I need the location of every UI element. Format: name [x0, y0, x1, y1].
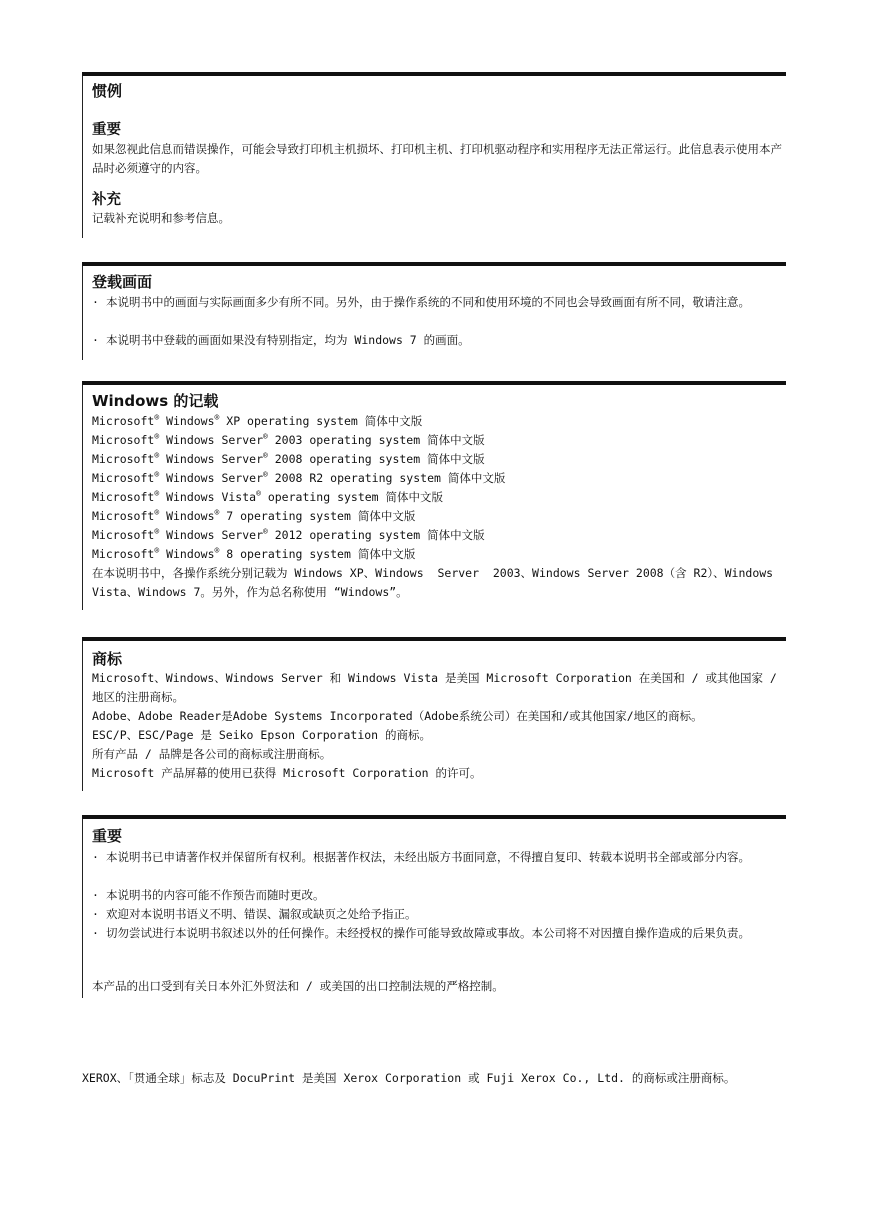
list-item-text: 欢迎对本说明书语义不明、错误、漏叙或缺页之处给予指正。 [106, 907, 417, 921]
section-title: 登载画面 [92, 273, 153, 291]
important-section [82, 815, 786, 998]
trademark-line: Microsoft 产品屏幕的使用已获得 Microsoft Corporation 的许可。 [92, 766, 482, 780]
export-control-note: 本产品的出口受到有关日本外汇外贸法和 / 或美国的出口控制法规的严格控制。 [92, 979, 504, 993]
conventions-section [82, 72, 786, 238]
os-line: Microsoft® Windows Vista® operating system 简体中文版 [92, 489, 444, 504]
list-item-text: 本说明书的内容可能不作预告而随时更改。 [106, 888, 325, 902]
section-rule [82, 637, 786, 641]
list-item-text: 本说明书已申请著作权并保留所有权利。根据著作权法，未经出版方书面同意，不得擅自复印、转载本说明书全部或部分内容。 [106, 850, 750, 864]
os-line: Microsoft® Windows Server® 2008 operating system 简体中文版 [92, 451, 485, 466]
os-line: Microsoft® Windows® 7 operating system 简体中文版 [92, 508, 416, 523]
section-title: 惯例 [92, 82, 123, 100]
footer-trademark-note: XEROX、「贯通全球」标志及 DocuPrint 是美国 Xerox Corporation 或 Fuji Xerox Co., Ltd. 的商标或注册商标。 [82, 1071, 736, 1085]
trademark-line: 所有产品 / 品牌是各公司的商标或注册商标。 [92, 747, 332, 761]
trademarks-section [82, 637, 786, 791]
bullet-mark: · [92, 888, 99, 902]
trademark-line: ESC/P、ESC/Page 是 Seiko Epson Corporation 的商标。 [92, 728, 432, 742]
list-item [92, 905, 786, 924]
trademark-line: Microsoft、Windows、Windows Server 和 Windows Vista 是美国 Microsoft Corporation 在美国和 / 或其他国家 / 地区的注册商标。 [92, 671, 784, 704]
list-item [92, 331, 786, 350]
list-item [92, 848, 786, 867]
os-line: Microsoft® Windows® XP operating system 简体中文版 [92, 413, 423, 428]
important-text: 如果忽视此信息而错误操作，可能会导致打印机主机损坏、打印机主机、打印机驱动程序和实用程序无法正常运行。此信息表示使用本产品时必须遵守的内容。 [92, 142, 782, 175]
bullet-mark: · [92, 333, 99, 347]
section-rule [82, 72, 786, 76]
section-title: Windows 的记载 [92, 392, 219, 410]
list-item-text: 切勿尝试进行本说明书叙述以外的任何操作。未经授权的操作可能导致故障或事故。本公司将不对因擅自操作造成的后果负责。 [106, 926, 750, 940]
section-title: 商标 [92, 650, 123, 668]
bullet-mark: · [92, 926, 99, 940]
section-rule [82, 262, 786, 266]
important-subtitle: 重要 [92, 122, 121, 138]
os-naming-note: 在本说明书中，各操作系统分别记载为 Windows XP、Windows Server 2003、Windows Server 2008（含 R2）、Windows Vista、Windows 7。另外，作为总名称使用 “Windows”。 [92, 566, 781, 599]
list-item-text: 本说明书中登载的画面如果没有特别指定，均为 Windows 7 的画面。 [106, 333, 470, 347]
os-line: Microsoft® Windows Server® 2003 operating system 简体中文版 [92, 432, 485, 447]
bullet-mark: · [92, 295, 99, 309]
os-line: Microsoft® Windows® 8 operating system 简体中文版 [92, 546, 416, 561]
bullet-mark: · [92, 850, 99, 864]
supplement-subtitle: 补充 [92, 192, 121, 208]
section-rule [82, 815, 786, 819]
section-title: 重要 [92, 827, 123, 845]
section-rule [82, 381, 786, 385]
trademark-line: Adobe、Adobe Reader是Adobe Systems Incorporated（Adobe系统公司）在美国和/或其他国家/地区的商标。 [92, 709, 703, 723]
list-item [92, 293, 786, 312]
list-item-text: 本说明书中的画面与实际画面多少有所不同。另外，由于操作系统的不同和使用环境的不同也会导致画面有所不同，敬请注意。 [106, 295, 750, 309]
os-line: Microsoft® Windows Server® 2012 operating system 简体中文版 [92, 527, 485, 542]
supplement-text: 记载补充说明和参考信息。 [92, 211, 230, 225]
os-line: Microsoft® Windows Server® 2008 R2 operating system 简体中文版 [92, 470, 506, 485]
list-item [92, 924, 786, 943]
windows-section [82, 381, 786, 610]
bullet-mark: · [92, 907, 99, 921]
list-item [92, 886, 786, 905]
screens-section [82, 262, 786, 360]
